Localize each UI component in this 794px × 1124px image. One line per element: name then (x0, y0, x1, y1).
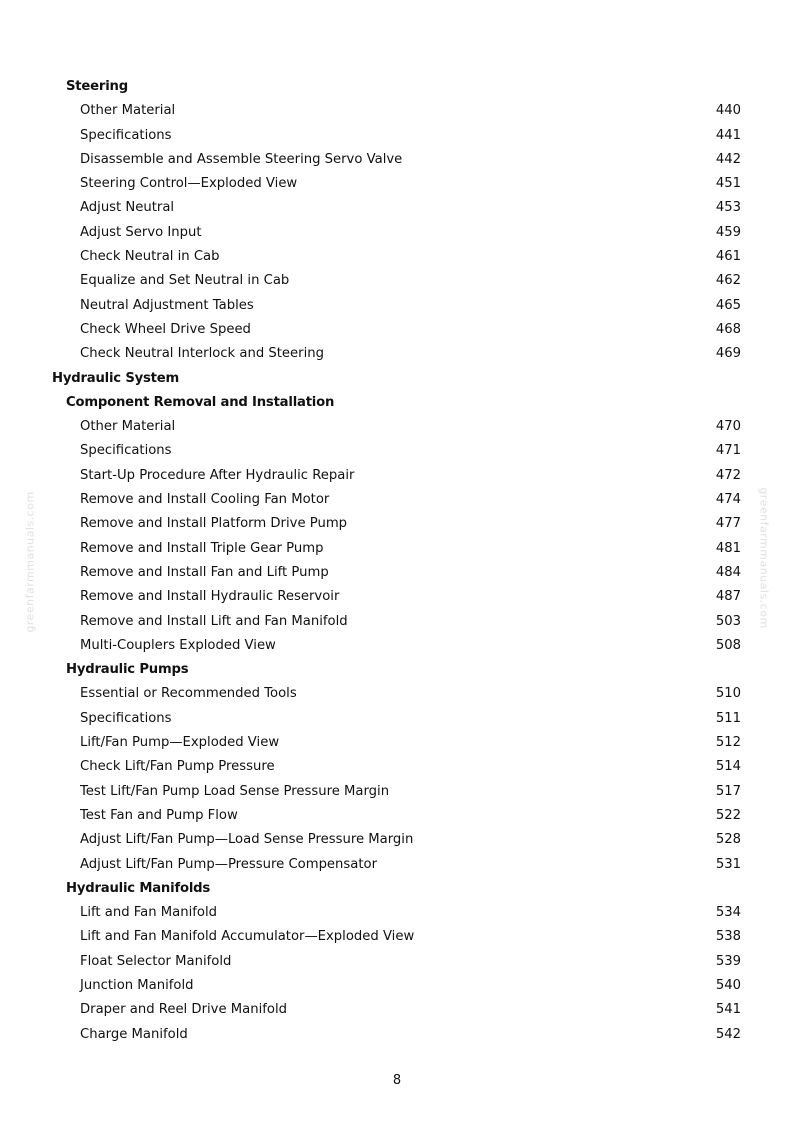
toc-entry-page-number: 461 (715, 249, 741, 265)
toc-entry[interactable] (0, 221, 794, 245)
toc-entry-page-number: 471 (715, 443, 741, 459)
toc-entry[interactable] (0, 585, 794, 609)
toc-entry[interactable] (0, 682, 794, 706)
toc-entry-title: Draper and Reel Drive Manifold (80, 1002, 287, 1018)
toc-entry[interactable] (0, 707, 794, 731)
toc-entry[interactable] (0, 853, 794, 877)
toc-entry-title: Remove and Install Lift and Fan Manifold (80, 613, 348, 629)
toc-entry-page-number: 541 (715, 1002, 741, 1018)
toc-entry[interactable] (0, 269, 794, 293)
toc-entry-page-number: 511 (715, 710, 741, 726)
toc-entry-title: Remove and Install Cooling Fan Motor (80, 492, 330, 508)
toc-entry-title: Adjust Lift/Fan Pump—Pressure Compensator (80, 856, 378, 872)
toc-entry[interactable] (0, 172, 794, 196)
toc-entry-title: Check Lift/Fan Pump Pressure (80, 759, 275, 775)
toc-entry[interactable] (0, 731, 794, 755)
toc-entry-page-number: 481 (715, 540, 741, 556)
watermark-right: greenfarmmanuals.com (757, 487, 771, 629)
toc-entry-page-number: 534 (715, 905, 741, 921)
toc-entry[interactable] (0, 124, 794, 148)
toc-entry-title: Steering (66, 79, 128, 94)
toc-section-heading (0, 658, 794, 682)
toc-entry-page-number: 477 (715, 516, 741, 532)
toc-entry[interactable] (0, 828, 794, 852)
toc-entry-title: Adjust Lift/Fan Pump—Load Sense Pressure Margin (80, 832, 414, 848)
toc-entry-title: Steering Control—Exploded View (80, 176, 298, 192)
toc-entry-page-number: 442 (715, 151, 741, 167)
toc-entry-page-number: 470 (715, 419, 741, 435)
toc-entry-page-number: 440 (715, 103, 741, 119)
toc-entry[interactable] (0, 99, 794, 123)
toc-entry-title: Disassemble and Assemble Steering Servo Valve (80, 151, 403, 167)
toc-entry-title: Multi-Couplers Exploded View (80, 637, 276, 653)
toc-entry-title: Remove and Install Platform Drive Pump (80, 516, 348, 532)
toc-entry[interactable] (0, 439, 794, 463)
toc-entry-title: Check Neutral Interlock and Steering (80, 346, 324, 362)
toc-entry[interactable] (0, 950, 794, 974)
toc-entry-page-number: 540 (715, 977, 741, 993)
toc-entry-title: Adjust Servo Input (80, 224, 202, 240)
toc-entry-title: Remove and Install Hydraulic Reservoir (80, 589, 340, 605)
toc-entry-title: Test Lift/Fan Pump Load Sense Pressure Margin (80, 783, 390, 799)
toc-entry-title: Specifications (80, 127, 172, 143)
toc-chapter-heading (0, 367, 794, 391)
toc-entry-page-number: 453 (715, 200, 741, 216)
toc-entry-page-number: 528 (715, 832, 741, 848)
toc-section-heading (0, 877, 794, 901)
toc-entry-title: Lift and Fan Manifold Accumulator—Exploded View (80, 929, 415, 945)
watermark-left: greenfarmmanuals.com (23, 491, 37, 633)
toc-entry[interactable] (0, 464, 794, 488)
toc-entry[interactable] (0, 148, 794, 172)
toc-entry-page-number: 441 (715, 127, 741, 143)
toc-entry-page-number: 462 (715, 273, 741, 289)
toc-entry-page-number: 508 (715, 637, 741, 653)
toc-entry[interactable] (0, 925, 794, 949)
toc-section-heading (0, 391, 794, 415)
toc-entry[interactable] (0, 780, 794, 804)
toc-entry-page-number: 451 (715, 176, 741, 192)
toc-entry-title: Hydraulic Manifolds (66, 880, 211, 896)
table-of-contents (0, 75, 794, 1047)
toc-entry-page-number: 472 (715, 467, 741, 483)
toc-entry-title: Float Selector Manifold (80, 953, 232, 969)
toc-entry-page-number: 474 (715, 492, 741, 508)
toc-entry-title: Check Neutral in Cab (80, 249, 220, 265)
toc-entry-page-number: 542 (715, 1026, 741, 1042)
toc-entry-page-number: 468 (715, 321, 741, 337)
toc-entry-title: Other Material (80, 419, 176, 435)
toc-entry[interactable] (0, 342, 794, 366)
toc-entry[interactable] (0, 512, 794, 536)
page-number: 8 (392, 1073, 402, 1088)
toc-entry[interactable] (0, 610, 794, 634)
toc-entry-title: Other Material (80, 103, 176, 119)
toc-entry[interactable] (0, 1023, 794, 1047)
toc-entry-title: Hydraulic Pumps (66, 662, 189, 678)
toc-entry-page-number: 487 (715, 589, 741, 605)
toc-entry-title: Junction Manifold (80, 977, 194, 993)
toc-entry-title: Test Fan and Pump Flow (80, 807, 238, 823)
toc-entry[interactable] (0, 804, 794, 828)
toc-entry[interactable] (0, 755, 794, 779)
toc-entry-page-number: 538 (715, 929, 741, 945)
toc-entry[interactable] (0, 415, 794, 439)
toc-entry[interactable] (0, 488, 794, 512)
toc-entry-page-number: 539 (715, 953, 741, 969)
toc-entry-page-number: 514 (715, 759, 741, 775)
toc-entry-title: Lift/Fan Pump—Exploded View (80, 735, 280, 751)
toc-entry[interactable] (0, 634, 794, 658)
toc-entry-page-number: 503 (715, 613, 741, 629)
toc-entry-title: Start-Up Procedure After Hydraulic Repair (80, 467, 355, 483)
toc-entry[interactable] (0, 196, 794, 220)
toc-entry-page-number: 512 (715, 735, 741, 751)
toc-entry[interactable] (0, 245, 794, 269)
toc-entry[interactable] (0, 561, 794, 585)
toc-entry-page-number: 517 (715, 783, 741, 799)
toc-entry-page-number: 510 (715, 686, 741, 702)
toc-entry[interactable] (0, 901, 794, 925)
toc-entry-title: Specifications (80, 443, 172, 459)
toc-entry[interactable] (0, 537, 794, 561)
toc-entry-title: Specifications (80, 710, 172, 726)
toc-entry-page-number: 459 (715, 224, 741, 240)
toc-entry-title: Essential or Recommended Tools (80, 686, 297, 702)
toc-entry-title: Adjust Neutral (80, 200, 175, 216)
toc-entry-title: Charge Manifold (80, 1026, 188, 1042)
toc-entry-title: Equalize and Set Neutral in Cab (80, 273, 290, 289)
toc-entry-page-number: 531 (715, 856, 741, 872)
toc-entry[interactable] (0, 998, 794, 1022)
toc-entry-title: Neutral Adjustment Tables (80, 297, 254, 313)
toc-entry-title: Component Removal and Installation (66, 394, 335, 410)
toc-entry-title: Remove and Install Fan and Lift Pump (80, 564, 329, 580)
toc-entry-title: Lift and Fan Manifold (80, 905, 218, 921)
toc-entry-page-number: 522 (715, 807, 741, 823)
toc-entry-page-number: 469 (715, 346, 741, 362)
toc-entry-page-number: 484 (715, 564, 741, 580)
toc-entry-page-number: 465 (715, 297, 741, 313)
toc-entry-title: Remove and Install Triple Gear Pump (80, 540, 324, 556)
toc-entry[interactable] (0, 294, 794, 318)
toc-section-heading (0, 75, 794, 99)
toc-entry-title: Hydraulic System (52, 370, 180, 386)
toc-entry[interactable] (0, 318, 794, 342)
toc-entry[interactable] (0, 974, 794, 998)
toc-entry-title: Check Wheel Drive Speed (80, 321, 251, 337)
